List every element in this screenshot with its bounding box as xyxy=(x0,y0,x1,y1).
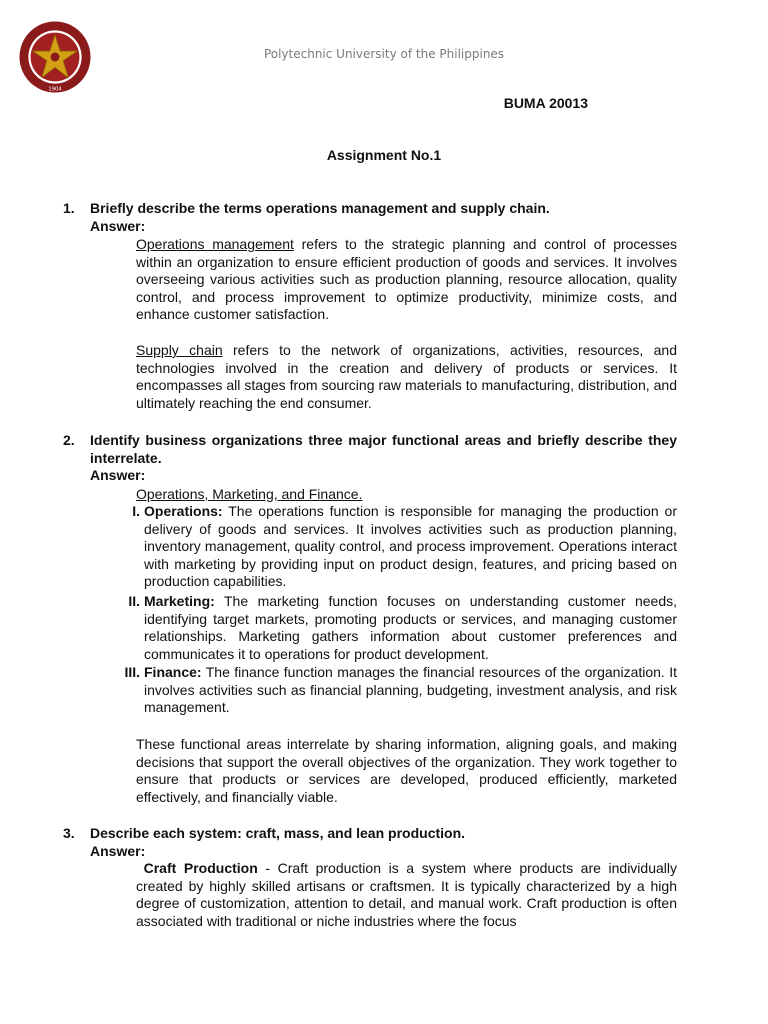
closing-paragraph: These functional areas interrelate by sharing information, aligning goals, and making decisions that support the overall objectives of the organization. They work together to ensure that products or services are developed, produced efficiently, marketed effectively, and financially viable. xyxy=(136,736,677,805)
question-number: 1. xyxy=(63,200,75,216)
definition: - Craft production is a system where products are individually created by highly skilled artisans or craftsmen. It is typically characterized by a high degree of customization, attention to detail, and manual work. Craft production is often associated with traditional or niche industries where the focus xyxy=(136,860,677,929)
question-number: 3. xyxy=(63,825,75,841)
question-text: Briefly describe the terms operations management and supply chain. xyxy=(90,200,550,216)
definition: refers to the strategic planning and control of processes within an organization to ensure efficient production of goods and services. It involves overseeing various activities such as production planning, resource allocation, quality control, and process improvement to optimize productivity, minimize costs, and enhance customer satisfaction. xyxy=(136,236,678,323)
answer-label: Answer: xyxy=(90,217,146,234)
question-1 xyxy=(63,200,683,235)
question-number: 2. xyxy=(63,432,75,448)
course-code: BUMA 20013 xyxy=(503,95,588,111)
definition: The operations function is responsible for managing the production or delivery of goods and services. It involves activities such as production planning, inventory management, quality control, and process improvement. Operations interact with marketing by providing input on product design, features, and pricing based on production capabilities. xyxy=(144,503,677,590)
question-2 xyxy=(63,432,677,485)
term: Operations: xyxy=(144,503,223,519)
question-3 xyxy=(63,825,683,860)
roman-numeral: II. xyxy=(128,593,140,609)
assignment-title: Assignment No.1 xyxy=(326,147,442,163)
roman-numeral: I. xyxy=(132,503,140,519)
question-text: Identify business organizations three major functional areas and briefly describe they interrelate. xyxy=(90,432,677,466)
subheading: Operations, Marketing, and Finance. xyxy=(136,486,363,502)
answer-label: Answer: xyxy=(90,842,146,859)
seal-year: 1904 xyxy=(48,86,62,93)
term: Operations management xyxy=(136,236,294,252)
university-header: Polytechnic University of the Philippines xyxy=(263,47,505,61)
definition: refers to the network of organizations, activities, resources, and technologies involved in the creation and delivery of products or services. It encompasses all stages from sourcing raw materials to manufacturing, distribution, and ultimately reaching the end consumer. xyxy=(136,342,677,411)
answer-label: Answer: xyxy=(90,467,146,483)
roman-numeral: III. xyxy=(124,664,140,680)
term: Supply chain xyxy=(136,342,223,358)
question-text: Describe each system: craft, mass, and lean production. xyxy=(90,825,466,841)
list-item xyxy=(110,593,677,663)
answer-paragraph xyxy=(136,860,677,930)
list-item xyxy=(110,664,677,717)
term: Craft Production xyxy=(143,860,258,876)
definition: The marketing function focuses on understanding customer needs, identifying target markets, promoting products or services, and managing customer relationships. Marketing gathers information about customer preferences and communicates it to operations for product development. xyxy=(144,593,677,662)
term: Marketing: xyxy=(144,593,215,609)
term: Finance: xyxy=(144,664,202,680)
answer-paragraph xyxy=(136,236,677,324)
list-item xyxy=(110,503,677,591)
answer-paragraph xyxy=(136,342,677,412)
definition: The finance function manages the financial resources of the organization. It involves activities such as financial planning, budgeting, investment analysis, and risk management. xyxy=(144,664,677,716)
